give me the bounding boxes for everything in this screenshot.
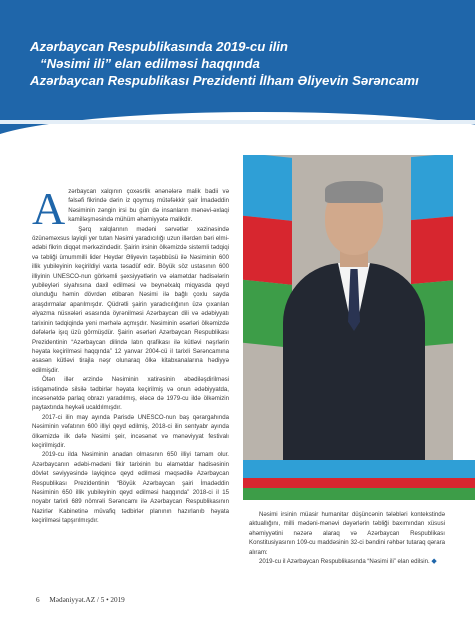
paragraph: Nəsimi irsinin müasir humanitar düşüncənin tələbləri kontekstində aktuallığını, milli mədəni-mənəvi dəyərlərin təbliği baxımından xüsusi əhəmiyyətini nəzərə alaraq və Azərbaycan Respublikası Konstitusiyasının 109-cu maddəsinin 32-ci bəndini rəhbər tutaraq qərara alıram: bbox=[249, 511, 445, 556]
article-title bbox=[30, 38, 450, 89]
president-photo bbox=[243, 155, 453, 460]
end-mark-icon: ◆ bbox=[431, 558, 437, 566]
article-column-right bbox=[249, 510, 445, 566]
person-hair bbox=[325, 181, 383, 203]
page-number: 6 bbox=[36, 596, 40, 604]
drop-cap: A bbox=[32, 183, 66, 234]
paragraph: Şərq xalqlarının mədəni sərvətlər xəzinəsində özünəməxsus layiqli yer tutan Nəsimi yaradıcılığı uzun illərdən bəri elmi-ədəbi fikrin diqqət mərkəzindədir. Şairin irsinin ölkəmizdə sistemli tədqiqi və təbliği ümummilli lider Heydər Əliyevin təşəbbüsü ilə Nəsiminin 600 illik yubileyinin keçirildiyi vaxta təsadüf edir. Böyük söz ustasının 600 illiyinin UNESCO-nun görkəmli şəxsiyyətlərin və əlamətdar hadisələrin yubileyləri siyahısına daxil edilməsi və beynəlxalq miqyasda qeyd olunduğu həmin dövrdən etibarən Nəsimi ilə bağlı çoxlu sayda araşdırmalar aparılmışdır. Qüdrətli şairin yaradıcılığının üzə çıxarılan əlyazma nüsxələri əsasında öyrənilməsi Azərbaycan dili və ədəbiyyatı tarixinin tədqiqində yeni mərhələ açmışdır. Nəsiminin əsərləri ölkəmizdə dəfələrlə işıq üzü görmüşdür. Şairin əsərləri Azərbaycan Respublikası Prezidentinin “Azərbaycan dilində latın qrafikası ilə kütləvi nəşrlərin həyata keçirilməsi haqqında” 12 yanvar 2004-cü il tarixli Sərəncamına əsasən kütləvi tirajla nəşr olunaraq ölkə kitabxanalarına hədiyyə edilmişdir. bbox=[32, 225, 229, 374]
header-stripe bbox=[0, 120, 475, 124]
paragraph: Ötən illər ərzində Nəsiminin xatirəsinin əbədiləşdirilməsi istiqamətində silsilə tədbirlər həyata keçirilmiş və onun ədəbiyyatda, incəsənətdə parlaq obrazı yaradılmış, eləcə də 1979-cu ildə ölkəmizin paytaxtında heykəli ucaldılmışdır. bbox=[32, 376, 229, 412]
flag-band-green bbox=[243, 488, 475, 500]
paragraph: 2019-cu ilda Nəsiminin anadan olmasının 650 illiyi tamam olur. Azərbaycanın ədəbi-mədəni fikir tarixinin bu əlamətdar hadisəsinin dövlət səviyyəsində layiqincə qeyd edilməsi məqsədilə Azərbaycan Respublikası Prezidentinin “Böyük Azərbaycan şairi İmadəddin Nəsiminin 650 illik yubileyinin qeyd edilməsi haqqında” 2018-ci il 15 noyabr tarixli 689 nömrəli Sərəncamı ilə Azərbaycan Respublikasının Nazirlər Kabinetinə müvafiq tədbirlər planının hazırlanıb həyata keçirilməsi tapşırılmışdır. bbox=[32, 451, 229, 525]
title-line-3: Azərbaycan Respublikası Prezidenti İlham Əliyevin Sərəncamı bbox=[30, 73, 419, 88]
paragraph: 2017-ci ilin may ayında Parisdə UNESCO-nun baş qərargahında Nəsiminin vəfatının 600 illiyi qeyd edilmiş, 2018-ci ilin sentyabr ayında ölkəmizdə ilk dəfə Nəsimi şeir, incəsənət və mənəviyyat festivalı keçirilmişdir. bbox=[32, 413, 229, 449]
header-banner bbox=[0, 0, 475, 140]
title-line-2: “Nəsimi ili” elan edilməsi haqqında bbox=[40, 56, 260, 71]
publication-name: Mədəniyyət.AZ / 5 • 2019 bbox=[49, 596, 125, 604]
title-line-1: Azərbaycan Respublikasında 2019-cu ilin bbox=[30, 39, 288, 54]
header-curve bbox=[0, 112, 475, 140]
decree-text: 2019-cu il Azərbaycan Respublikasında “Nəsimi ili” elan edilsin. bbox=[259, 558, 430, 566]
paragraph: zərbaycan xalqının çoxəsrlik ənənələrə malik badii və fəlsəfi fikrində dərin iz qoymuş mütəfəkkir şair İmadəddin Nəsiminin zəngin irsi bu gün də insanların mənəvi-əxlaqi kamilləşməsində mühüm əhəmiyyətə malikdir. bbox=[68, 188, 229, 224]
decree-statement bbox=[249, 557, 445, 566]
page-footer bbox=[36, 596, 125, 604]
flag-band-red bbox=[243, 478, 475, 488]
flag-band-blue bbox=[243, 460, 475, 478]
article-column-left bbox=[32, 183, 229, 526]
